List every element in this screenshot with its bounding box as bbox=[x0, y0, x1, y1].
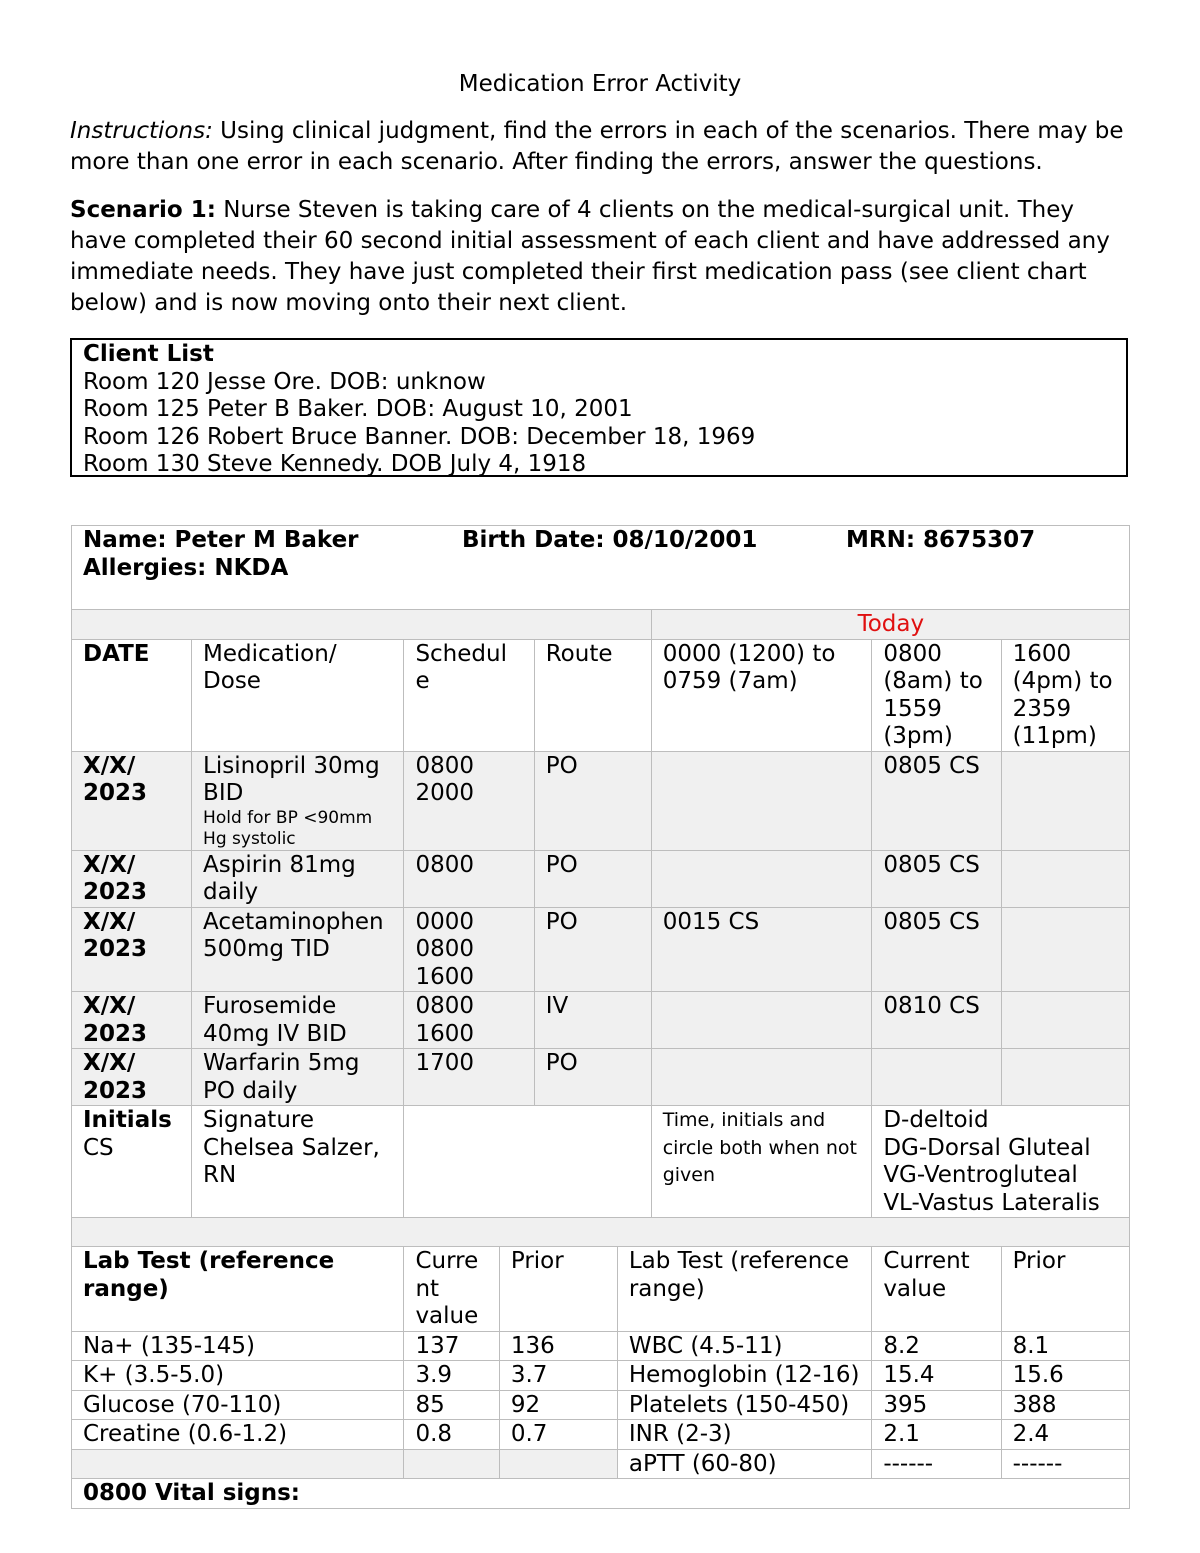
mar-row bbox=[72, 1049, 1130, 1106]
mar-shift3 bbox=[1001, 992, 1129, 1049]
lab-row bbox=[72, 1449, 1130, 1479]
lab-prior: 3.7 bbox=[499, 1361, 617, 1391]
mar-med-name: Lisinopril 30mg BID bbox=[203, 752, 380, 806]
mar-route: PO bbox=[534, 850, 651, 907]
injection-sites bbox=[872, 1106, 1130, 1218]
mar-route: IV bbox=[534, 992, 651, 1049]
lab-row bbox=[72, 1420, 1130, 1450]
lab-row bbox=[72, 1331, 1130, 1361]
initials-label: Initials bbox=[83, 1107, 172, 1133]
mar-shift1: 0015 CS bbox=[651, 907, 872, 992]
mar-shift3 bbox=[1001, 907, 1129, 992]
client-list-box bbox=[70, 338, 1128, 477]
mar-shift2: 0810 CS bbox=[872, 992, 1001, 1049]
lab-prior: 136 bbox=[499, 1331, 617, 1361]
lab-prior bbox=[499, 1449, 617, 1479]
shift1-header: 0000 (1200) to 0759 (7am) bbox=[651, 639, 872, 751]
lab-current: 395 bbox=[872, 1390, 1001, 1420]
mar-row bbox=[72, 992, 1130, 1049]
lab-test: Glucose (70-110) bbox=[72, 1390, 404, 1420]
mar-shift1 bbox=[651, 751, 872, 850]
signature-value: Chelsea Salzer, RN bbox=[203, 1134, 380, 1188]
lab-test: Na+ (135-145) bbox=[72, 1331, 404, 1361]
mar-schedule: 0800 2000 bbox=[404, 751, 534, 850]
site-legend-item: DG-Dorsal Gluteal bbox=[883, 1134, 1091, 1161]
instructions-text: Using clinical judgment, find the errors in each of the scenarios. There may be more than one error in each scenario. After finding the errors, answer the questions. bbox=[70, 118, 1124, 175]
time-initials-note: Time, initials and circle both when not given bbox=[651, 1106, 872, 1218]
lab-prior-header-2: Prior bbox=[1001, 1247, 1129, 1332]
mar-shift3 bbox=[1001, 850, 1129, 907]
lab-prior: ------ bbox=[1001, 1449, 1129, 1479]
mar-shift2: 0805 CS bbox=[872, 850, 1001, 907]
lab-test: INR (2-3) bbox=[617, 1420, 871, 1450]
lab-current: 15.4 bbox=[872, 1361, 1001, 1391]
today-row bbox=[72, 610, 1130, 640]
lab-current-header-2: Current value bbox=[872, 1247, 1001, 1332]
route-header: Route bbox=[534, 639, 651, 751]
vitals-row bbox=[72, 1479, 1130, 1509]
lab-test bbox=[72, 1449, 404, 1479]
mar-date: X/X/ 2023 bbox=[72, 751, 192, 850]
lab-current bbox=[404, 1449, 499, 1479]
signature-cell bbox=[192, 1106, 404, 1218]
lab-current-header: Current value bbox=[404, 1247, 499, 1332]
lab-test: Hemoglobin (12-16) bbox=[617, 1361, 871, 1391]
client-list-item: Room 126 Robert Bruce Banner. DOB: December 18, 1969 bbox=[83, 423, 756, 450]
client-list-item: Room 120 Jesse Ore. DOB: unknow bbox=[83, 368, 486, 395]
mar-medication: Furosemide 40mg IV BID bbox=[192, 992, 404, 1049]
site-legend-item: VG-Ventrogluteal bbox=[883, 1162, 1078, 1188]
instructions-label: Instructions: bbox=[70, 118, 213, 144]
shift2-header: 0800 (8am) to 1559 (3pm) bbox=[872, 639, 1001, 751]
scenario-label: Scenario 1: bbox=[70, 197, 216, 223]
mar-med-note: Hold for BP <90mm Hg systolic bbox=[203, 807, 373, 849]
mar-schedule: 1700 bbox=[404, 1049, 534, 1106]
mar-date: X/X/ 2023 bbox=[72, 850, 192, 907]
patient-allergies: Allergies: NKDA bbox=[83, 554, 289, 581]
lab-prior: 92 bbox=[499, 1390, 617, 1420]
initials-cell bbox=[72, 1106, 192, 1218]
client-list-item: Room 130 Steve Kennedy. DOB July 4, 1918 bbox=[83, 451, 587, 477]
mar-route: PO bbox=[534, 1049, 651, 1106]
mar-shift1 bbox=[651, 1049, 872, 1106]
vitals-label: 0800 Vital signs: bbox=[72, 1479, 1130, 1509]
mar-row bbox=[72, 751, 1130, 850]
mar-header-row bbox=[72, 639, 1130, 751]
mar-date: X/X/ 2023 bbox=[72, 992, 192, 1049]
mar-shift1 bbox=[651, 992, 872, 1049]
scenario-text: Nurse Steven is taking care of 4 clients on the medical-surgical unit. They have completed their 60 second initial assessment of each client and have addressed any immediate needs. They have just completed their first medication pass (see client chart below) and is now moving onto their next client. bbox=[70, 197, 1110, 316]
spacer-row bbox=[72, 1218, 1130, 1247]
lab-test-header-2: Lab Test (reference range) bbox=[617, 1247, 871, 1332]
lab-row bbox=[72, 1361, 1130, 1391]
mar-shift3 bbox=[1001, 751, 1129, 850]
site-legend-item: D-deltoid bbox=[883, 1107, 989, 1133]
mar-schedule: 0800 bbox=[404, 850, 534, 907]
mar-medication: Aspirin 81mg daily bbox=[192, 850, 404, 907]
lab-prior: 15.6 bbox=[1001, 1361, 1129, 1391]
today-label: Today bbox=[651, 610, 1129, 640]
client-list-item: Room 125 Peter B Baker. DOB: August 10, 2001 bbox=[83, 396, 633, 422]
mar-date: X/X/ 2023 bbox=[72, 1049, 192, 1106]
mar-date: X/X/ 2023 bbox=[72, 907, 192, 992]
lab-current: 8.2 bbox=[872, 1331, 1001, 1361]
scenario-paragraph bbox=[70, 195, 1130, 319]
mar-medication bbox=[192, 751, 404, 850]
site-legend-item: VL-Vastus Lateralis bbox=[883, 1189, 1100, 1216]
lab-test: WBC (4.5-11) bbox=[617, 1331, 871, 1361]
medication-chart bbox=[71, 525, 1130, 1509]
date-header: DATE bbox=[72, 639, 192, 751]
lab-test: Platelets (150-450) bbox=[617, 1390, 871, 1420]
lab-prior: 8.1 bbox=[1001, 1331, 1129, 1361]
mar-route: PO bbox=[534, 907, 651, 992]
lab-prior-header: Prior bbox=[499, 1247, 617, 1332]
mar-medication: Warfarin 5mg PO daily bbox=[192, 1049, 404, 1106]
lab-prior: 0.7 bbox=[499, 1420, 617, 1450]
lab-current: 85 bbox=[404, 1390, 499, 1420]
medication-header: Medication/ Dose bbox=[192, 639, 404, 751]
lab-prior: 2.4 bbox=[1001, 1420, 1129, 1450]
patient-birth-date: Birth Date: 08/10/2001 bbox=[462, 527, 758, 553]
initials-value: CS bbox=[83, 1134, 114, 1161]
lab-test: Creatine (0.6-1.2) bbox=[72, 1420, 404, 1450]
page-title: Medication Error Activity bbox=[458, 71, 742, 97]
patient-header-row bbox=[72, 526, 1130, 610]
mar-medication: Acetaminophen 500mg TID bbox=[192, 907, 404, 992]
instructions-paragraph bbox=[70, 116, 1130, 178]
lab-header-row bbox=[72, 1247, 1130, 1332]
mar-shift1 bbox=[651, 850, 872, 907]
mar-row bbox=[72, 850, 1130, 907]
lab-test: K+ (3.5-5.0) bbox=[72, 1361, 404, 1391]
lab-current: 2.1 bbox=[872, 1420, 1001, 1450]
lab-prior: 388 bbox=[1001, 1390, 1129, 1420]
mar-schedule: 0800 1600 bbox=[404, 992, 534, 1049]
signature-row bbox=[72, 1106, 1130, 1218]
lab-current: ------ bbox=[872, 1449, 1001, 1479]
mar-route: PO bbox=[534, 751, 651, 850]
mar-row bbox=[72, 907, 1130, 992]
client-list-header: Client List bbox=[83, 341, 214, 367]
shift3-header: 1600 (4pm) to 2359 (11pm) bbox=[1001, 639, 1129, 751]
lab-current: 3.9 bbox=[404, 1361, 499, 1391]
mar-shift3 bbox=[1001, 1049, 1129, 1106]
patient-mrn: MRN: 8675307 bbox=[846, 527, 1036, 553]
lab-current: 137 bbox=[404, 1331, 499, 1361]
lab-test-header: Lab Test (reference range) bbox=[72, 1247, 404, 1332]
lab-row bbox=[72, 1390, 1130, 1420]
patient-name: Name: Peter M Baker bbox=[83, 527, 359, 553]
lab-current: 0.8 bbox=[404, 1420, 499, 1450]
schedule-header: Schedul e bbox=[404, 639, 534, 751]
lab-test: aPTT (60-80) bbox=[617, 1449, 871, 1479]
mar-shift2 bbox=[872, 1049, 1001, 1106]
signature-label: Signature bbox=[203, 1107, 315, 1133]
mar-shift2: 0805 CS bbox=[872, 907, 1001, 992]
mar-shift2: 0805 CS bbox=[872, 751, 1001, 850]
mar-schedule: 0000 0800 1600 bbox=[404, 907, 534, 992]
